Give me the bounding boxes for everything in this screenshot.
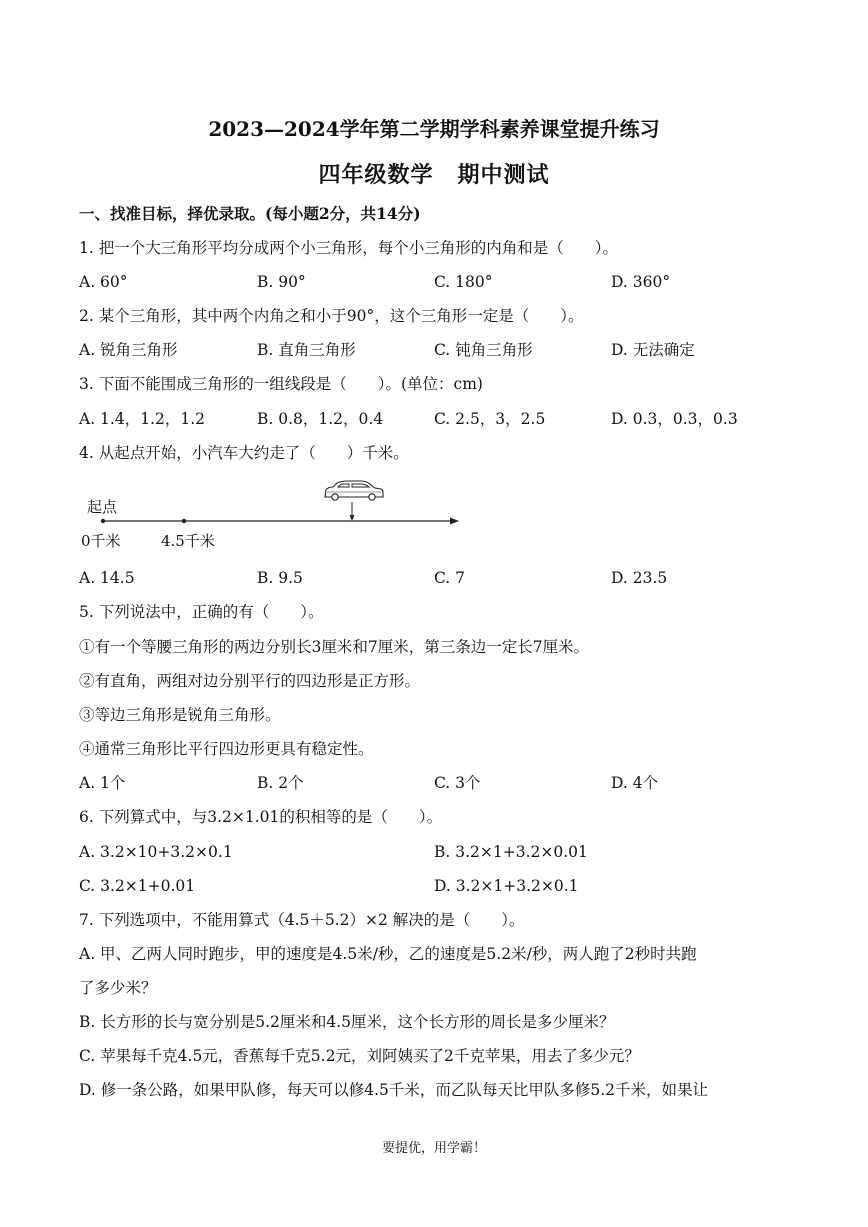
q4-option-d: D. 23.5 [611, 569, 668, 587]
q1-option-a: A. 60° [79, 273, 128, 291]
q3-option-a: A. 1.4，1.2，1.2 [79, 410, 205, 428]
q2-option-d: D. 无法确定 [611, 341, 695, 359]
car-pointer-arrowhead [350, 515, 355, 521]
q3-option-b: B. 0.8，1.2，0.4 [257, 410, 384, 428]
q7-option-c: C. 苹果每千克4.5元，香蕉每千克5.2元，刘阿姨买了2千克苹果，用去了多少元？ [79, 1047, 640, 1065]
mark-km-label: 4.5千米 [161, 532, 215, 550]
q5-option-d: D. 4个 [611, 774, 659, 792]
question-1: 1. 把一个大三角形平均分成两个小三角形，每个小三角形的内角和是（ ）。 [79, 239, 618, 257]
origin-dot [101, 519, 105, 523]
q7-option-a-line2: 了多少米？ [79, 979, 157, 997]
q2-option-b: B. 直角三角形 [257, 341, 356, 359]
q6-option-b: B. 3.2×1+3.2×0.01 [434, 843, 588, 861]
q2-option-a: A. 锐角三角形 [79, 341, 178, 359]
page-footer: 要提优，用学霸！ [381, 1141, 486, 1156]
q6-option-a: A. 3.2×10+3.2×0.1 [79, 843, 233, 861]
q1-option-c: C. 180° [434, 273, 493, 291]
q5-statement-2: ②有直角，两组对边分别平行的四边形是正方形。 [79, 672, 421, 690]
question-5: 5. 下列说法中，正确的有（ ）。 [79, 603, 324, 621]
q5-option-b: B. 2个 [257, 774, 304, 792]
number-line-diagram [79, 476, 479, 556]
question-7: 7. 下列选项中，不能用算式（4.5＋5.2）×2 解决的是（ ）。 [79, 911, 525, 929]
q7-option-d: D. 修一条公路，如果甲队修，每天可以修4.5千米，而乙队每天比甲队多修5.2千米，如果让 [79, 1081, 709, 1099]
question-6: 6. 下列算式中，与3.2×1.01的积相等的是（ ）。 [79, 808, 443, 826]
exam-title: 2023—2024学年第二学期学科素养课堂提升练习 [208, 117, 660, 141]
q7-option-b: B. 长方形的长与宽分别是5.2厘米和4.5厘米，这个长方形的周长是多少厘米？ [79, 1013, 615, 1031]
number-line-svg [79, 476, 479, 556]
section-heading: 一、找准目标，择优录取。(每小题2分，共14分) [79, 204, 421, 223]
mark-dot [182, 519, 186, 523]
q5-statement-3: ③等边三角形是锐角三角形。 [79, 706, 281, 724]
q3-option-c: C. 2.5，3，2.5 [434, 410, 546, 428]
q2-option-c: C. 钝角三角形 [434, 341, 533, 359]
q1-option-b: B. 90° [257, 273, 306, 291]
q5-statement-1: ①有一个等腰三角形的两边分别长3厘米和7厘米，第三条边一定长7厘米。 [79, 638, 590, 656]
question-2: 2. 某个三角形，其中两个内角之和小于90°，这个三角形一定是（ ）。 [79, 307, 584, 325]
q6-option-c: C. 3.2×1+0.01 [79, 877, 196, 895]
q1-option-d: D. 360° [611, 273, 671, 291]
question-3: 3. 下面不能围成三角形的一组线段是（ ）。(单位：cm) [79, 375, 483, 393]
exam-subtitle-grade: 四年级数学 [318, 162, 434, 188]
q4-option-c: C. 7 [434, 569, 466, 587]
question-4: 4. 从起点开始，小汽车大约走了（ ）千米。 [79, 444, 409, 462]
exam-subtitle-type: 期中测试 [457, 162, 550, 188]
q6-option-d: D. 3.2×1+3.2×0.1 [434, 877, 579, 895]
q5-option-a: A. 1个 [79, 774, 126, 792]
car-icon [325, 481, 383, 500]
q7-option-a-line1: A. 甲、乙两人同时跑步，甲的速度是4.5米/秒，乙的速度是5.2米/秒，两人跑了2秒时共跑 [79, 945, 697, 963]
q4-option-b: B. 9.5 [257, 569, 303, 587]
zero-km-label: 0千米 [81, 532, 121, 550]
q4-option-a: A. 14.5 [79, 569, 135, 587]
exam-subtitle [0, 158, 868, 189]
q5-statement-4: ④通常三角形比平行四边形更具有稳定性。 [79, 740, 374, 758]
q5-option-c: C. 3个 [434, 774, 481, 792]
q3-option-d: D. 0.3，0.3，0.3 [611, 410, 738, 428]
number-line-arrowhead [450, 518, 459, 525]
start-label: 起点 [87, 498, 118, 516]
